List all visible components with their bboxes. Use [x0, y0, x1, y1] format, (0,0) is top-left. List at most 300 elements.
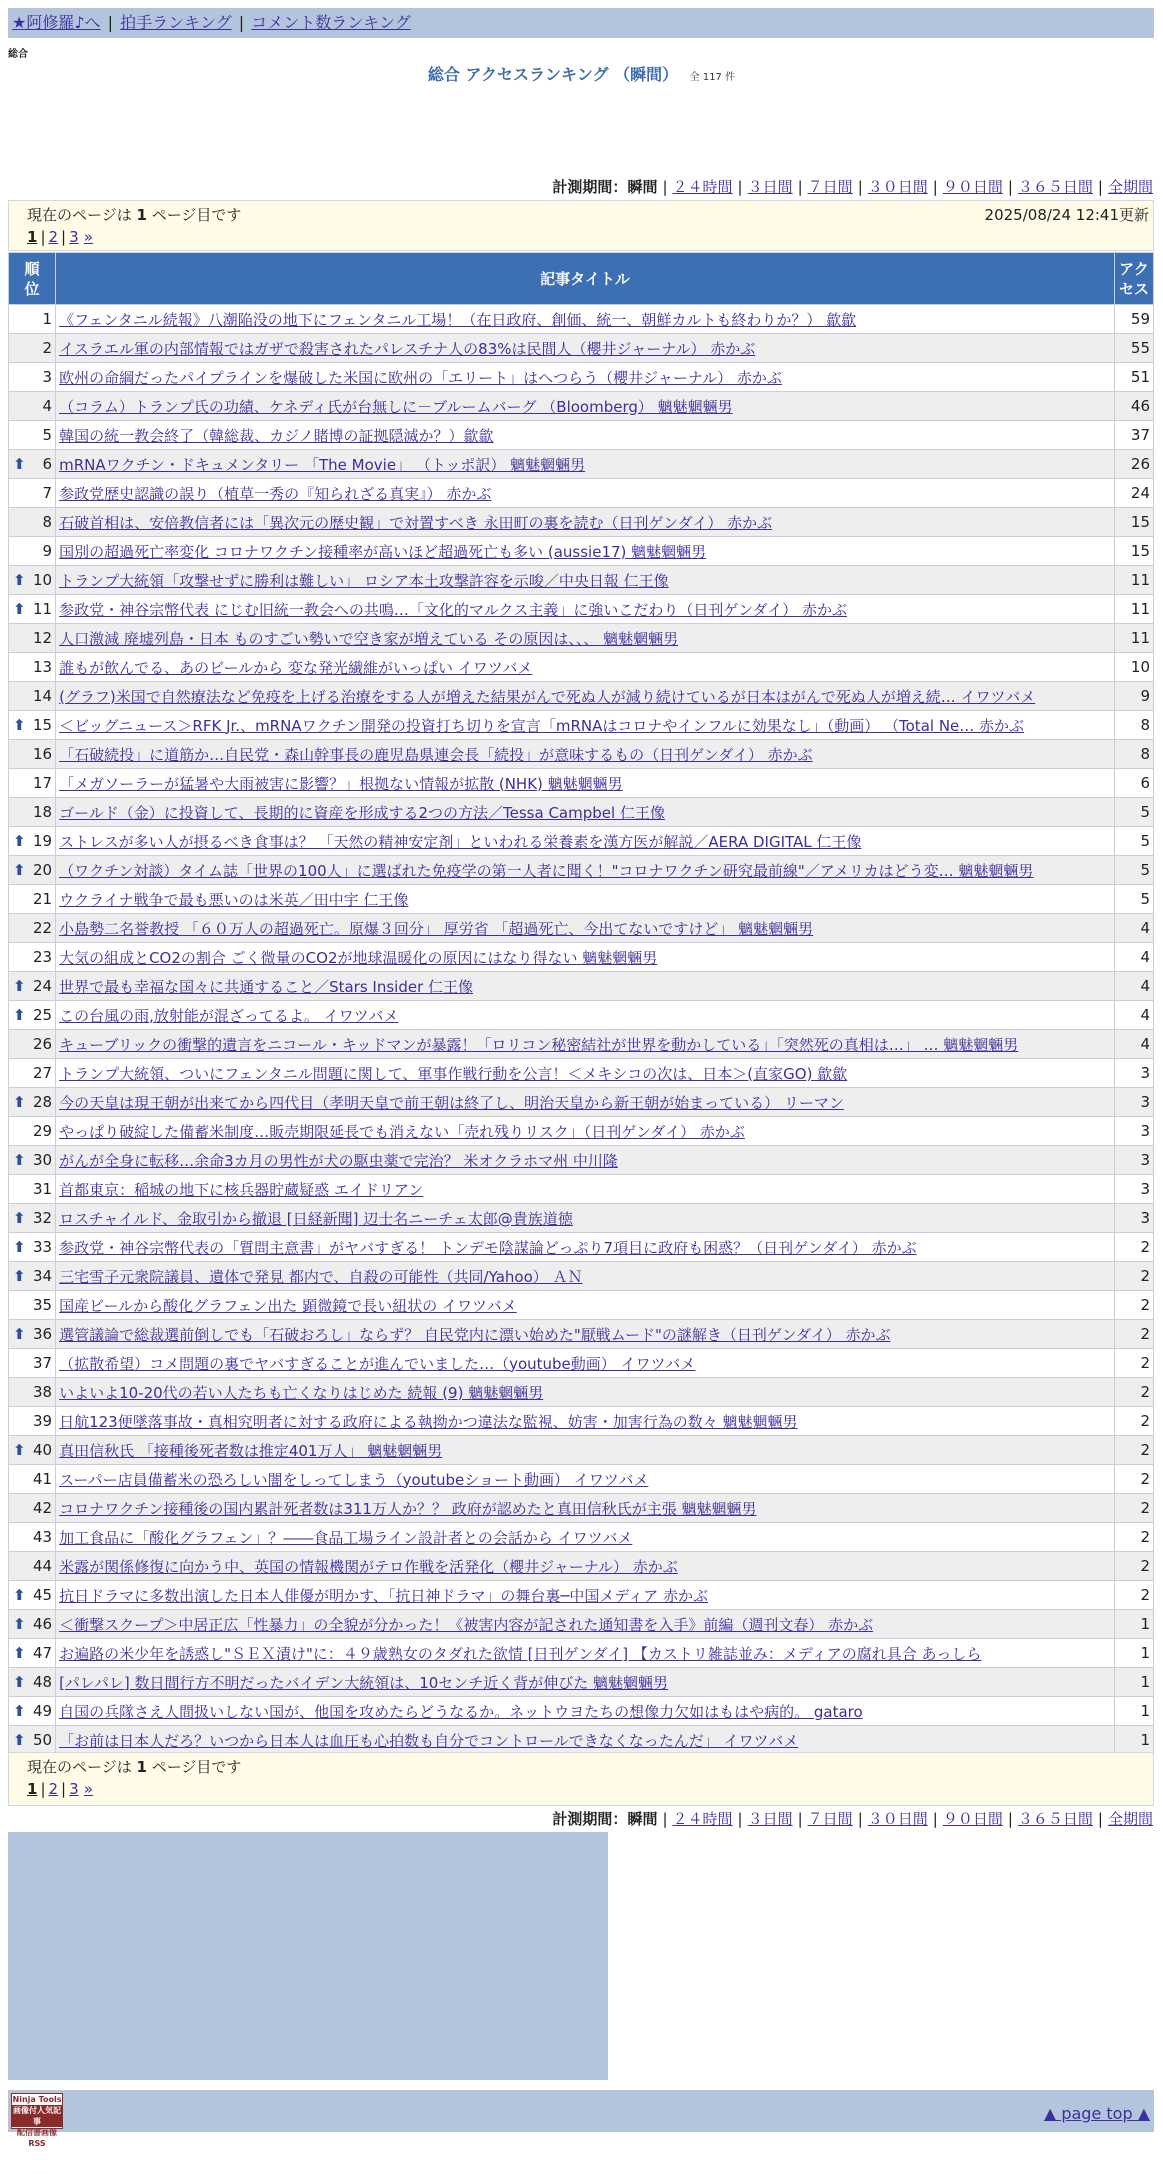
title-cell	[56, 450, 1114, 478]
title-cell	[56, 595, 1114, 623]
table-row	[9, 508, 1153, 536]
article-link[interactable]: ロスチャイルド、金取引から撤退 [日経新聞] 辺士名ニーチェ太郎@貴族道徳	[59, 1209, 573, 1228]
table-row	[9, 711, 1153, 739]
table-row	[9, 1117, 1153, 1145]
access-count: 1	[1115, 1610, 1153, 1638]
period-separator: |	[662, 1810, 668, 1828]
rank-cell	[9, 1262, 55, 1290]
rank-number: 26	[32, 1035, 53, 1053]
rank-cell	[9, 1175, 55, 1203]
table-row	[9, 363, 1153, 391]
current-page-number: 1	[136, 1758, 147, 1776]
article-link[interactable]: 人口激減 廃墟列島・日本 ものすごい勢いで空き家が増えている その原因は、、、 魑魅魍魎男	[59, 629, 679, 648]
up-arrow-icon: ⬆	[13, 1209, 26, 1227]
pager-current-page: 1	[27, 1780, 38, 1798]
access-count: 2	[1115, 1436, 1153, 1464]
article-link[interactable]: ＜衝撃スクープ＞中居正広「性暴力」の全貌が分かった！《被害内容が記された通知書を入手》前編（週刊文春） 赤かぶ	[59, 1615, 874, 1634]
rank-cell	[9, 1552, 55, 1580]
rank-cell	[9, 305, 55, 333]
table-row	[9, 1726, 1153, 1754]
rank-number: 42	[32, 1499, 53, 1517]
rank-cell	[9, 1233, 55, 1261]
up-arrow-icon: ⬆	[13, 1441, 26, 1459]
total-count: 全 117 件	[689, 72, 736, 83]
rank-cell	[9, 1204, 55, 1232]
up-arrow-icon: ⬆	[13, 1151, 26, 1169]
title-cell	[56, 856, 1114, 884]
up-arrow-icon: ⬆	[13, 716, 26, 734]
article-link[interactable]: トランプ大統領「攻撃せずに勝利は難しい」 ロシア本土攻撃許容を示唆／中央日報 仁王像	[59, 571, 669, 590]
article-link[interactable]: コロナワクチン接種後の国内累計死者数は311万人か？？ 政府が認めたと真田信秋氏が主張 魑魅魍魎男	[59, 1499, 757, 1518]
article-link[interactable]: 韓国の統一教会終了（韓総裁、カジノ賭博の証拠隠滅か？）歙歙	[59, 426, 494, 445]
article-link[interactable]: 世界で最も幸福な国々に共通すること／Stars Insider 仁王像	[59, 977, 474, 996]
page-info-bottom	[8, 1752, 1154, 1806]
table-row	[9, 566, 1153, 594]
rank-cell	[9, 682, 55, 710]
rank-number: 45	[32, 1586, 53, 1604]
rank-number: 31	[32, 1180, 53, 1198]
article-link[interactable]: イスラエル軍の内部情報ではガザで殺害されたパレスチナ人の83%は民間人（櫻井ジャーナル） 赤かぶ	[59, 339, 756, 358]
rank-number: 6	[42, 455, 53, 473]
rank-cell	[9, 1378, 55, 1406]
rank-cell	[9, 914, 55, 942]
rank-cell	[9, 1001, 55, 1029]
title-cell	[56, 479, 1114, 507]
ninja-tools-logo[interactable]	[11, 2093, 63, 2148]
title-cell	[56, 1552, 1114, 1580]
access-count: 3	[1115, 1175, 1153, 1203]
period-link-2[interactable]: ３日間	[747, 178, 793, 196]
article-link[interactable]: 米露が関係修復に向かう中、英国の情報機関がテロ作戦を活発化（櫻井ジャーナル） 赤かぶ	[59, 1557, 678, 1576]
article-link[interactable]: キューブリックの衝撃的遺言をニコール・キッドマンが暴露！「ロリコン秘密結社が世界を動かしている」「突然死の真相は…」 … 魑魅魍魎男	[59, 1035, 1019, 1054]
access-count: 8	[1115, 711, 1153, 739]
table-row	[9, 798, 1153, 826]
article-link[interactable]: 加工食品に「酸化グラフェン」？――食品工場ライン設計者との会話から イワツバメ	[59, 1528, 633, 1547]
rank-cell	[9, 827, 55, 855]
rank-number: 15	[32, 716, 53, 734]
rank-cell	[9, 856, 55, 884]
rank-cell	[9, 1059, 55, 1087]
table-row	[9, 1436, 1153, 1464]
title-cell	[56, 1262, 1114, 1290]
period-link-7[interactable]: 全期間	[1107, 178, 1153, 196]
rank-number: 9	[42, 542, 53, 560]
period-link-2[interactable]: ３日間	[747, 1810, 793, 1828]
title-cell	[56, 1088, 1114, 1116]
current-page-number: 1	[136, 206, 147, 224]
article-link[interactable]: 誰もが飲んでる、あのビールから 変な発光繊維がいっぱい イワツバメ	[59, 658, 533, 677]
pager-separator: |	[40, 228, 46, 246]
article-link[interactable]: 自国の兵隊さえ人間扱いしない国が、他国を攻めたらどうなるか。ネットウヨたちの想像力欠如はもはや病的。 gataro	[59, 1702, 863, 1721]
access-count: 2	[1115, 1378, 1153, 1406]
article-link[interactable]: 参政党・神谷宗幣代表 にじむ旧統一教会への共鳴…「文化的マルクス主義」に強いこだわり（日刊ゲンダイ） 赤かぶ	[59, 600, 847, 619]
article-link[interactable]: お遍路の米少年を誘惑し"ＳＥＸ漬け"に：４９歳熟女のタダれた欲情 [日刊ゲンダイ] 【カストリ雑誌並み：メディアの腐れ具合 あっしら	[59, 1644, 982, 1663]
title-cell	[56, 334, 1114, 362]
table-row	[9, 1523, 1153, 1551]
table-row	[9, 1088, 1153, 1116]
rank-number: 46	[32, 1615, 53, 1633]
comment-ranking-link[interactable]: コメント数ランキング	[251, 13, 411, 32]
current-page-suffix: ページ目です	[146, 1758, 242, 1776]
article-link[interactable]: トランプ大統領、ついにフェンタニル問題に関して、軍事作戦行動を公言！＜メキシコの次は、日本＞(直家GO) 歙歙	[59, 1064, 848, 1083]
table-row	[9, 682, 1153, 710]
title-cell	[56, 1291, 1114, 1319]
title-cell	[56, 624, 1114, 652]
pager-separator: |	[40, 1780, 46, 1798]
period-link-1[interactable]: ２４時間	[672, 1810, 733, 1828]
rank-cell	[9, 711, 55, 739]
table-row	[9, 1697, 1153, 1725]
period-current: 瞬間	[627, 1810, 658, 1828]
nav-separator: |	[107, 13, 114, 32]
rank-number: 4	[42, 397, 53, 415]
period-link-3[interactable]: ７日間	[807, 178, 853, 196]
page-top-link[interactable]: ▲ page top ▲	[1043, 2104, 1150, 2123]
period-separator: |	[737, 1810, 743, 1828]
article-link[interactable]: （コラム）トランプ氏の功績、ケネディ氏が台無しに－ブルームバーグ （Bloomberg） 魑魅魍魎男	[59, 397, 733, 416]
period-separator: |	[932, 1810, 938, 1828]
period-link-5[interactable]: ９０日間	[942, 178, 1003, 196]
up-arrow-icon: ⬆	[13, 977, 26, 995]
rank-number: 33	[32, 1238, 53, 1256]
table-row	[9, 537, 1153, 565]
up-arrow-icon: ⬆	[13, 1093, 26, 1111]
rank-cell	[9, 1088, 55, 1116]
article-link[interactable]: がんが全身に転移…余命3カ月の男性が犬の駆虫薬で完治？ 米オクラホマ州 中川隆	[59, 1151, 618, 1170]
title-cell	[56, 682, 1114, 710]
table-row	[9, 1465, 1153, 1493]
table-row	[9, 305, 1153, 333]
title-cell	[56, 1523, 1114, 1551]
current-page-suffix: ページ目です	[146, 206, 242, 224]
rank-number: 2	[42, 339, 53, 357]
rank-number: 48	[32, 1673, 53, 1691]
rank-number: 35	[32, 1296, 53, 1314]
rank-cell	[9, 566, 55, 594]
period-label: 計測期間：	[552, 178, 628, 196]
article-link[interactable]: ゴールド（金）に投資して、長期的に資産を形成する2つの方法／Tessa Campbel 仁王像	[59, 803, 665, 822]
table-row	[9, 827, 1153, 855]
table-row	[9, 421, 1153, 449]
access-count: 1	[1115, 1726, 1153, 1754]
access-count: 1	[1115, 1639, 1153, 1667]
updated-timestamp: 2025/08/24 12:41更新	[984, 206, 1149, 224]
up-arrow-icon: ⬆	[13, 1325, 26, 1343]
title-cell	[56, 1465, 1114, 1493]
access-count: 2	[1115, 1262, 1153, 1290]
period-link-1[interactable]: ２４時間	[672, 178, 733, 196]
article-link[interactable]: 三宅雪子元衆院議員、遺体で発見 都内で、自殺の可能性（共同/Yahoo） ＡＮ	[59, 1267, 583, 1286]
title-cell	[56, 1001, 1114, 1029]
period-link-4[interactable]: ３０日間	[867, 1810, 928, 1828]
rank-number: 13	[32, 658, 53, 676]
period-separator: |	[932, 178, 938, 196]
table-row	[9, 1175, 1153, 1203]
table-row	[9, 392, 1153, 420]
article-link[interactable]: 参政党・神谷宗幣代表の「質問主意書」がヤバすぎる！ トンデモ陰謀論どっぷり7項目に政府も困惑？（日刊ゲンダイ） 赤かぶ	[59, 1238, 917, 1257]
table-row	[9, 624, 1153, 652]
access-count: 3	[1115, 1204, 1153, 1232]
period-link-3[interactable]: ７日間	[807, 1810, 853, 1828]
title-column-header: 記事タイトル	[56, 253, 1114, 304]
page-title-text: 総合 アクセスランキング （瞬間）	[427, 65, 679, 84]
table-row	[9, 1030, 1153, 1058]
access-count: 11	[1115, 624, 1153, 652]
article-link[interactable]: 首都東京：稲城の地下に核兵器貯蔵疑惑 エイドリアン	[59, 1180, 424, 1199]
table-row	[9, 1668, 1153, 1696]
asyura-home-link[interactable]: ★阿修羅♪へ	[12, 13, 101, 32]
title-cell	[56, 1639, 1114, 1667]
article-link[interactable]: 真田信秋氏 「接種後死者数は推定401万人」 魑魅魍魎男	[59, 1441, 443, 1460]
rank-cell	[9, 1349, 55, 1377]
table-row	[9, 1581, 1153, 1609]
title-cell	[56, 798, 1114, 826]
rank-cell	[9, 943, 55, 971]
title-cell	[56, 972, 1114, 1000]
rank-column-header	[9, 253, 55, 304]
rank-number: 39	[32, 1412, 53, 1430]
access-column-header	[1115, 253, 1153, 304]
access-count: 2	[1115, 1552, 1153, 1580]
rank-number: 34	[32, 1267, 53, 1285]
article-link[interactable]: 参政党歴史認識の誤り（植草一秀の『知られざる真実』） 赤かぶ	[59, 484, 492, 503]
article-link[interactable]: （ワクチン対談）タイム誌「世界の100人」に選ばれた免疫学の第一人者に聞く！"コロナワクチン研究最前線"／アメリカはどう変… 魑魅魍魎男	[59, 861, 1034, 880]
period-separator: |	[1097, 1810, 1103, 1828]
rank-number: 38	[32, 1383, 53, 1401]
rank-number: 11	[32, 600, 53, 618]
table-row	[9, 479, 1153, 507]
article-link[interactable]: 「石破続投」に道筋か…自民党・森山幹事長の鹿児島県連会長「続投」が意味するもの（日刊ゲンダイ） 赤かぶ	[59, 745, 813, 764]
article-link[interactable]: やっぱり破綻した備蓄米制度…販売期限延長でも消えない「売れ残りリスク」（日刊ゲンダイ） 赤かぶ	[59, 1122, 745, 1141]
article-link[interactable]: 「メガソーラーが猛暑や大雨被害に影響？」根拠ない情報が拡散 (NHK) 魑魅魍魎男	[59, 774, 623, 793]
rank-number: 49	[32, 1702, 53, 1720]
rank-number: 20	[32, 861, 53, 879]
current-page-prefix: 現在のページは	[27, 206, 137, 224]
article-link[interactable]: 国別の超過死亡率変化 コロナワクチン接種率が高いほど超過死亡も多い (aussie17) 魑魅魍魎男	[59, 542, 707, 561]
period-link-7[interactable]: 全期間	[1107, 1810, 1153, 1828]
article-link[interactable]: ストレスが多い人が摂るべき食事は？ 「天然の精神安定剤」といわれる栄養素を漢方医が解説／AERA DIGITAL 仁王像	[59, 832, 862, 851]
up-arrow-icon: ⬆	[13, 1731, 26, 1749]
pager-page-link[interactable]: 2	[48, 228, 59, 246]
rank-cell	[9, 421, 55, 449]
rank-cell	[9, 1668, 55, 1696]
up-arrow-icon: ⬆	[13, 600, 26, 618]
rank-number: 43	[32, 1528, 53, 1546]
pager-bottom	[27, 1778, 1135, 1800]
access-count: 2	[1115, 1494, 1153, 1522]
article-link[interactable]: 大気の組成とCO2の割合 ごく微量のCO2が地球温暖化の原因にはなり得ない 魑魅魍魎男	[59, 948, 658, 967]
rank-cell	[9, 450, 55, 478]
access-count: 2	[1115, 1523, 1153, 1551]
access-count: 3	[1115, 1059, 1153, 1087]
rank-number: 19	[32, 832, 53, 850]
table-row	[9, 1146, 1153, 1174]
rank-cell	[9, 363, 55, 391]
access-count: 4	[1115, 943, 1153, 971]
article-link[interactable]: スーパー店員備蓄米の恐ろしい闇をしってしまう（youtubeショート動画） イワツバメ	[59, 1470, 649, 1489]
title-cell	[56, 740, 1114, 768]
article-link[interactable]: 抗日ドラマに多数出演した日本人俳優が明かす、「抗日神ドラマ」の舞台裏─中国メディア 赤かぶ	[59, 1586, 708, 1605]
title-cell	[56, 1494, 1114, 1522]
rank-cell	[9, 537, 55, 565]
page-title	[0, 62, 1163, 85]
title-cell	[56, 914, 1114, 942]
table-row	[9, 1320, 1153, 1348]
table-row	[9, 595, 1153, 623]
title-cell	[56, 392, 1114, 420]
article-link[interactable]: 今の天皇は現王朝が出来てから四代目（孝明天皇で前王朝は終了し、明治天皇から新王朝が始まっている） リーマン	[59, 1093, 844, 1112]
rank-cell	[9, 769, 55, 797]
pager-top	[27, 226, 1135, 248]
rank-number: 17	[32, 774, 53, 792]
up-arrow-icon: ⬆	[13, 1673, 26, 1691]
title-cell	[56, 1233, 1114, 1261]
pager-page-link[interactable]: 3	[69, 228, 79, 246]
period-separator: |	[857, 1810, 863, 1828]
period-link-4[interactable]: ３０日間	[867, 178, 928, 196]
title-cell	[56, 827, 1114, 855]
title-cell	[56, 1407, 1114, 1435]
rank-number: 44	[32, 1557, 53, 1575]
rank-cell	[9, 798, 55, 826]
article-link[interactable]: いよいよ10-20代の若い人たちも亡くなりはじめた 続報 (9) 魑魅魍魎男	[59, 1383, 544, 1402]
up-arrow-icon: ⬆	[13, 455, 26, 473]
article-link[interactable]: 石破首相は、安倍教信者には「異次元の歴史観」で対置すべき 永田町の裏を読む（日刊ゲンダイ） 赤かぶ	[59, 513, 773, 532]
clap-ranking-link[interactable]: 拍手ランキング	[120, 13, 232, 32]
title-cell	[56, 508, 1114, 536]
rank-number: 41	[32, 1470, 53, 1488]
access-count: 2	[1115, 1349, 1153, 1377]
table-row	[9, 1001, 1153, 1029]
title-cell	[56, 653, 1114, 681]
rank-cell	[9, 595, 55, 623]
title-cell	[56, 421, 1114, 449]
rank-cell	[9, 1291, 55, 1319]
table-row	[9, 653, 1153, 681]
article-link[interactable]: ＜ビッグニュース＞RFK Jr.、mRNAワクチン開発の投資打ち切りを宣言「mRNAはコロナやインフルに効果なし」（動画） （Total Ne… 赤かぶ	[59, 716, 1025, 735]
table-row	[9, 885, 1153, 913]
article-link[interactable]: この台風の雨,放射能が混ざってるよ。 イワツバメ	[59, 1006, 399, 1025]
period-link-6[interactable]: ３６５日間	[1017, 1810, 1093, 1828]
access-count: 6	[1115, 769, 1153, 797]
article-link[interactable]: 《フェンタニル続報》八潮陥没の地下にフェンタニル工場！（在日政府、創価、統一、朝鮮カルトも終わりか？） 歙歙	[59, 310, 857, 329]
access-count: 3	[1115, 1117, 1153, 1145]
title-cell	[56, 1610, 1114, 1638]
rank-number: 10	[32, 571, 53, 589]
article-link[interactable]: mRNAワクチン・ドキュメンタリー 「The Movie」 （トッポ訳） 魑魅魍魎男	[59, 455, 586, 474]
pager-next-link[interactable]: »	[83, 228, 94, 246]
access-count: 5	[1115, 827, 1153, 855]
rank-cell	[9, 1465, 55, 1493]
nav-separator: |	[238, 13, 245, 32]
up-arrow-icon: ⬆	[13, 1615, 26, 1633]
period-selector-top	[552, 176, 1153, 197]
rank-number: 22	[32, 919, 53, 937]
access-count: 55	[1115, 334, 1153, 362]
rank-number: 21	[32, 890, 53, 908]
rank-number: 8	[42, 513, 53, 531]
table-row	[9, 1204, 1153, 1232]
title-cell	[56, 537, 1114, 565]
article-link[interactable]: 「お前は日本人だろ？いつから日本人は血圧も心拍数も自分でコントロールできなくなったんだ」 イワツバメ	[59, 1731, 799, 1750]
rank-header-label: 順位	[24, 259, 40, 298]
up-arrow-icon: ⬆	[13, 832, 26, 850]
article-link[interactable]: ウクライナ戦争で最も悪いのは米英／田中宇 仁王像	[59, 890, 409, 909]
rank-cell	[9, 334, 55, 362]
table-row	[9, 1262, 1153, 1290]
up-arrow-icon: ⬆	[13, 861, 26, 879]
article-link[interactable]: 選管議論で総裁選前倒しでも「石破おろし」ならず？ 自民党内に漂い始めた"厭戦ムード"の謎解き（日刊ゲンダイ） 赤かぶ	[59, 1325, 891, 1344]
title-cell	[56, 1697, 1114, 1725]
pager-page-link[interactable]: 2	[48, 1780, 59, 1798]
pager-next-link[interactable]: »	[83, 1780, 94, 1798]
period-separator: |	[737, 178, 743, 196]
period-link-5[interactable]: ９０日間	[942, 1810, 1003, 1828]
rank-number: 5	[42, 426, 53, 444]
rank-cell	[9, 1581, 55, 1609]
rank-number: 36	[32, 1325, 53, 1343]
pager-page-link[interactable]: 3	[69, 1780, 79, 1798]
table-row	[9, 334, 1153, 362]
article-link[interactable]: 欧州の命綱だったパイプラインを爆破した米国に欧州の「エリート」はへつらう（櫻井ジャーナル） 赤かぶ	[59, 368, 782, 387]
rank-cell	[9, 1639, 55, 1667]
rank-number: 16	[32, 745, 53, 763]
up-arrow-icon: ⬆	[13, 1238, 26, 1256]
access-count: 4	[1115, 1001, 1153, 1029]
article-link[interactable]: （拡散希望）コメ問題の裏でヤバすぎることが進んでいました…（youtube動画） イワツバメ	[59, 1354, 696, 1373]
title-cell	[56, 1378, 1114, 1406]
top-navigation	[8, 8, 1154, 38]
period-separator: |	[662, 178, 668, 196]
up-arrow-icon: ⬆	[13, 571, 26, 589]
logo-line: Ninja Tools	[12, 2095, 62, 2104]
period-link-6[interactable]: ３６５日間	[1017, 178, 1093, 196]
access-count: 59	[1115, 305, 1153, 333]
article-link[interactable]: 日航123便墜落事故・真相究明者に対する政府による執拗かつ違法な監視、妨害・加害行為の数々 魑魅魍魎男	[59, 1412, 798, 1431]
period-separator: |	[1007, 1810, 1013, 1828]
access-count: 8	[1115, 740, 1153, 768]
rank-number: 7	[42, 484, 53, 502]
access-count: 10	[1115, 653, 1153, 681]
title-cell	[56, 363, 1114, 391]
article-link[interactable]: 国産ビールから酸化グラフェン出た 顕微鏡で長い紐状の イワツバメ	[59, 1296, 517, 1315]
access-count: 4	[1115, 1030, 1153, 1058]
ranking-table	[8, 252, 1154, 1755]
period-label: 計測期間：	[552, 1810, 628, 1828]
access-count: 2	[1115, 1465, 1153, 1493]
rank-number: 14	[32, 687, 53, 705]
access-count: 2	[1115, 1233, 1153, 1261]
rank-cell	[9, 1726, 55, 1754]
rank-cell	[9, 1407, 55, 1435]
article-link[interactable]: (グラフ)米国で自然療法など免疫を上げる治療をする人が増えた結果がんで死ぬ人が減り続けているが日本はがんで死ぬ人が増え続… イワツバメ	[59, 687, 1036, 706]
table-row	[9, 972, 1153, 1000]
table-row	[9, 1059, 1153, 1087]
up-arrow-icon: ⬆	[13, 1702, 26, 1720]
access-count: 15	[1115, 508, 1153, 536]
rank-number: 24	[32, 977, 53, 995]
table-row	[9, 1291, 1153, 1319]
table-row	[9, 1552, 1153, 1580]
access-count: 1	[1115, 1697, 1153, 1725]
title-cell	[56, 305, 1114, 333]
access-count: 11	[1115, 566, 1153, 594]
rank-cell	[9, 740, 55, 768]
rank-cell	[9, 1610, 55, 1638]
article-link[interactable]: [パレパレ] 数日間行方不明だったバイデン大統領は、10センチ近く背が伸びた 魑魅魍魎男	[59, 1673, 669, 1692]
table-row	[9, 856, 1153, 884]
article-link[interactable]: 小島勢二名誉教授 「６０万人の超過死亡。原爆３回分」 厚労省 「超過死亡、今出てないですけど」 魑魅魍魎男	[59, 919, 814, 938]
